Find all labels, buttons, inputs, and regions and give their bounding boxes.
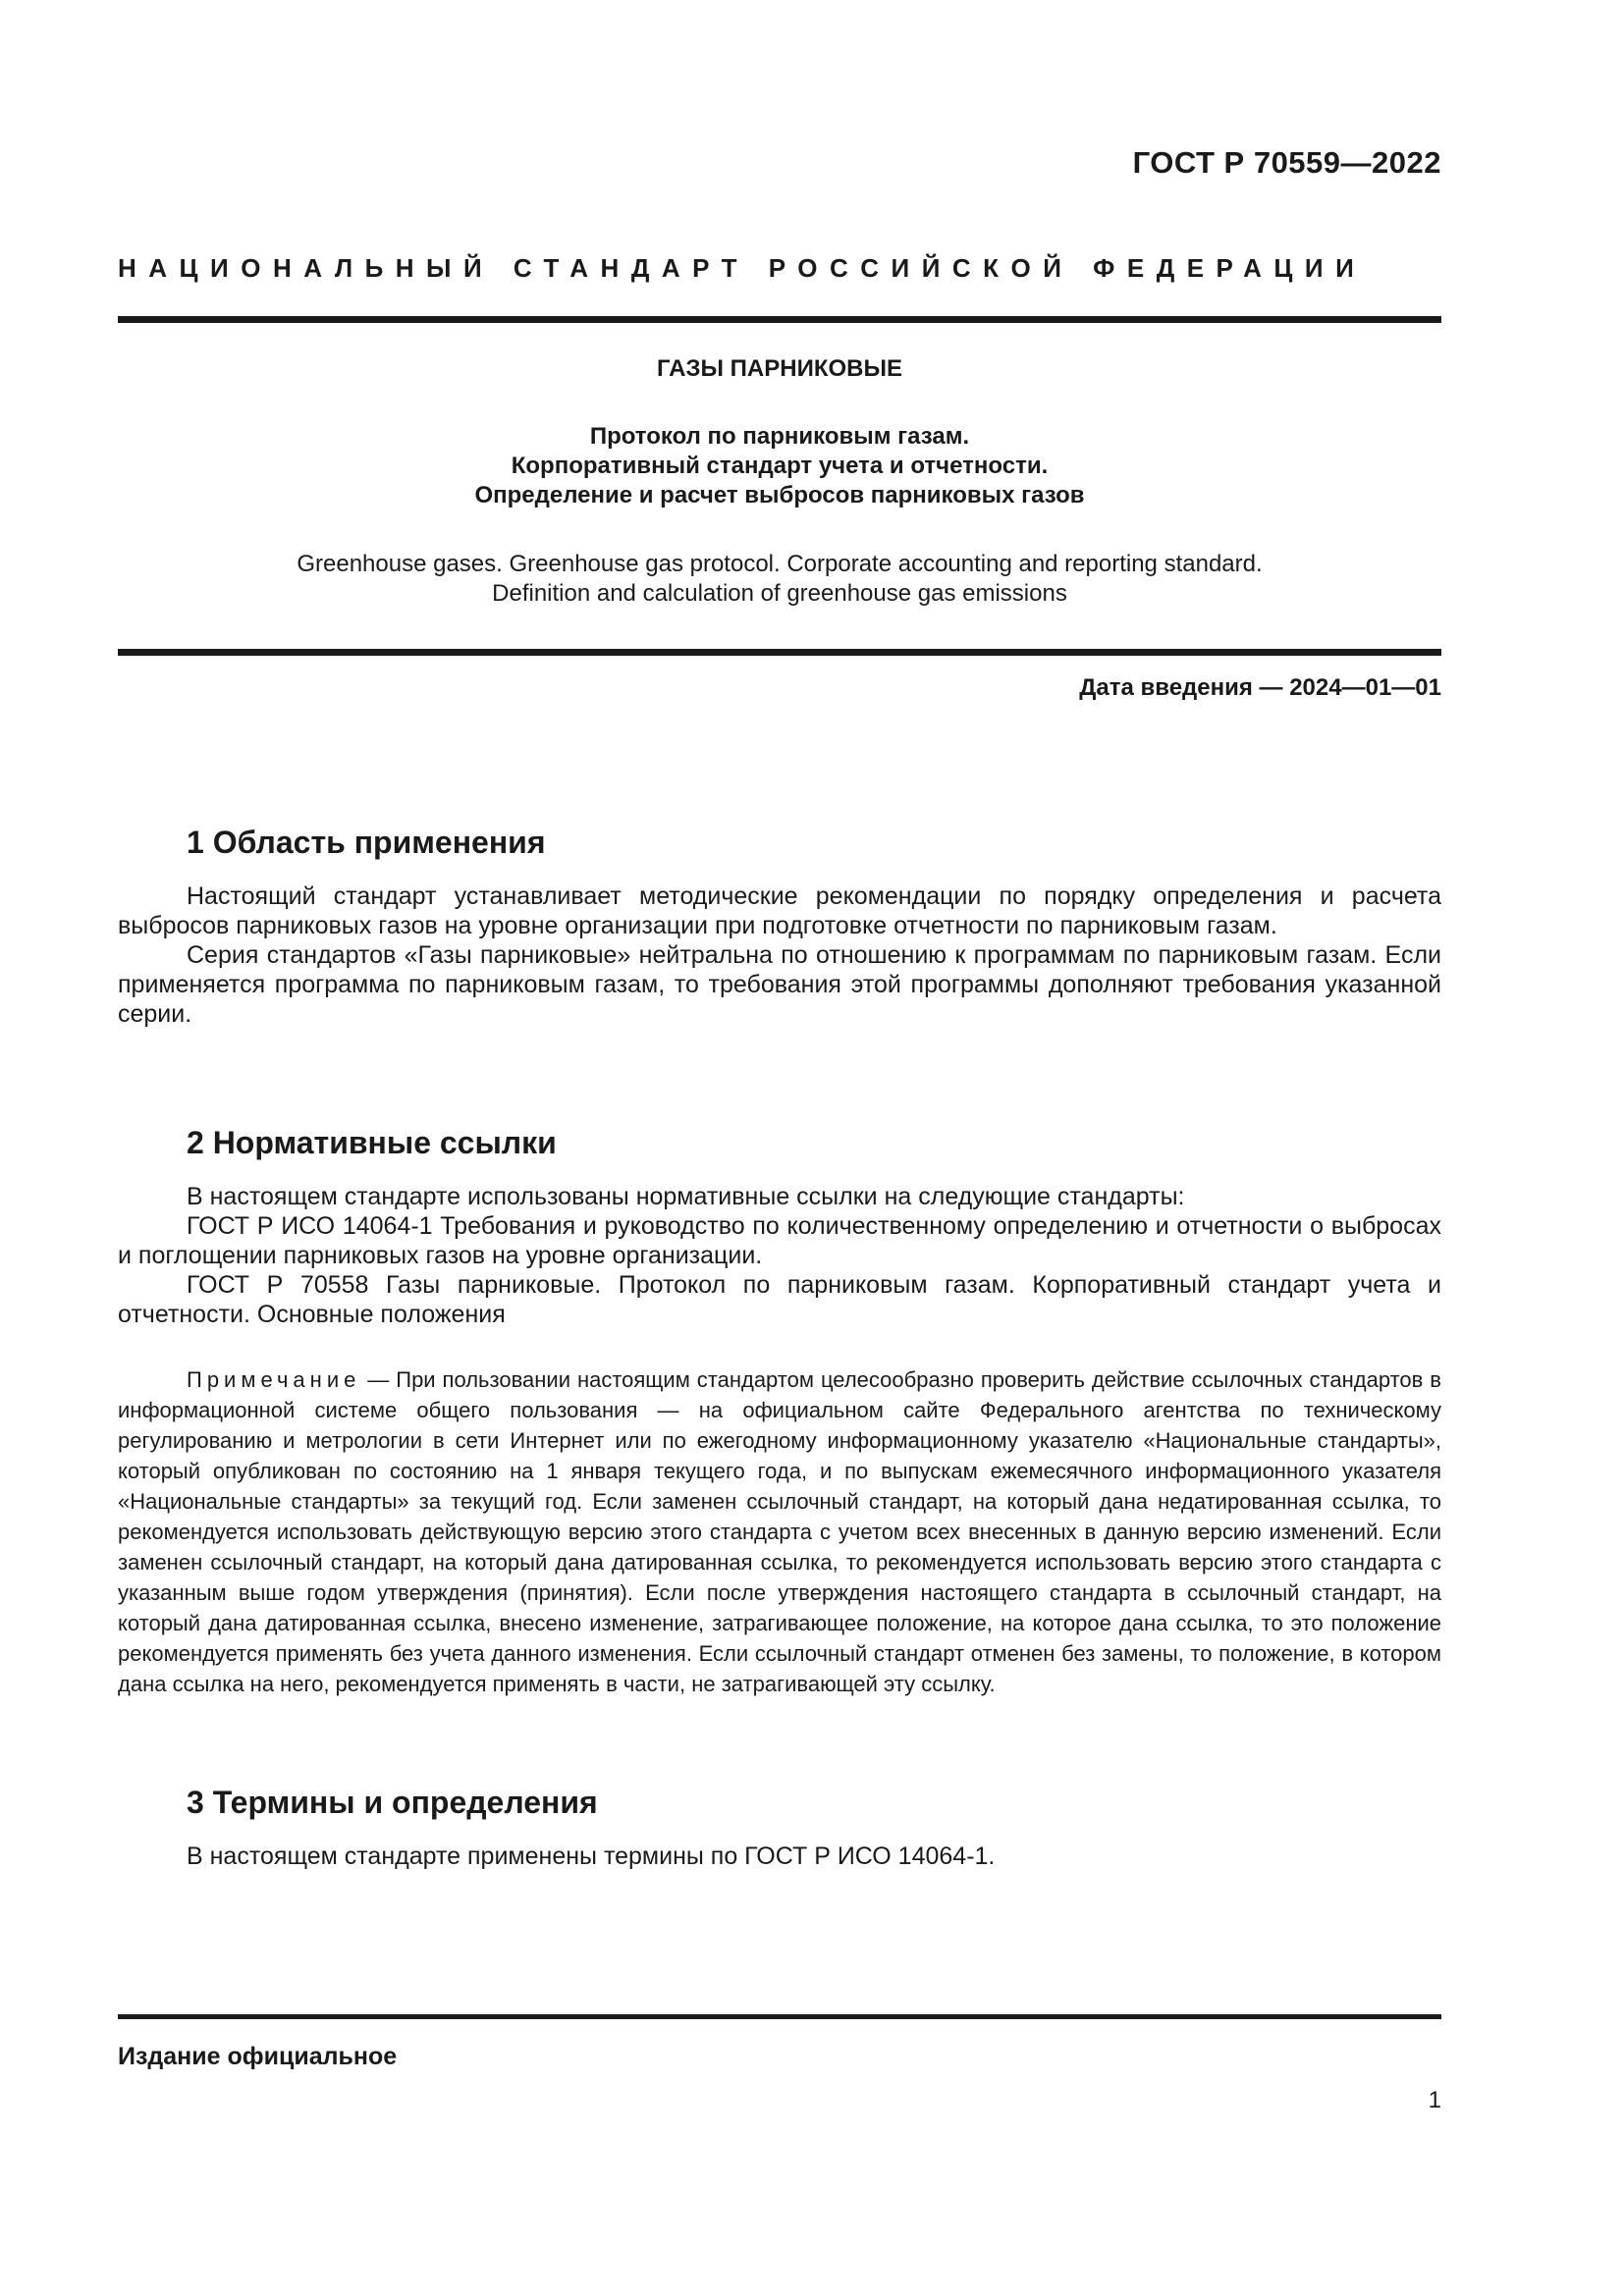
english-title-line: Greenhouse gases. Greenhouse gas protocol. Corporate accounting and reporting standard.: [297, 551, 1263, 577]
paragraph: В настоящем стандарте применены термины по ГОСТ Р ИСО 14064-1.: [187, 1842, 996, 1870]
paragraph: Серия стандартов «Газы парниковые» нейтральна по отношению к программам по парниковым газам. Если применяется программа по парниковым газам, то требования этой программы дополняют требования указанной серии.: [118, 941, 1441, 1028]
document-title: ГАЗЫ ПАРНИКОВЫЕ: [657, 355, 902, 382]
subtitle-line: Протокол по парниковым газам.: [589, 423, 970, 450]
section-body-normative-references: [118, 1182, 1441, 1329]
note-label: Примечание: [187, 1367, 361, 1392]
note-block: [118, 1364, 1441, 1699]
english-title: [118, 550, 1441, 609]
paragraph: В настоящем стандарте использованы нормативные ссылки на следующие стандарты:: [187, 1183, 1185, 1210]
reference-item: ГОСТ Р 70558 Газы парниковые. Протокол по парниковым газам. Корпоративный стандарт учета и отчетности. Основные положения: [118, 1271, 1441, 1328]
reference-item: ГОСТ Р ИСО 14064-1 Требования и руководство по количественному определению и отчетности о выбросах и поглощении парниковых газов на уровне организации.: [118, 1212, 1441, 1269]
introduction-date: Дата введения — 2024—01—01: [1079, 674, 1441, 701]
note-text: — При пользовании настоящим стандартом целесообразно проверить действие ссылочных стандартов в информационной системе общего пользования — на официальном сайте Федерального агентства по техническому регулированию и метрологии в сети Интернет или по ежегодному информационному указателю «Национальные стандарты», который опубликован по состоянию на 1 января текущего года, и по выпускам ежемесячного информационного указателя «Национальные стандарты» за текущий год. Если заменен ссылочный стандарт, на который дана недатированная ссылка, то рекомендуется использовать действующую версию этого стандарта с учетом всех внесенных в данную версию изменений. Если заменен ссылочный стандарт, на который дана датированная ссылка, то рекомендуется использовать версию этого стандарта с указанным выше годом утверждения (принятия). Если после утверждения настоящего стандарта в ссылочный стандарт, на который дана датированная ссылка, внесено изменение, затрагивающее положение, на которое дана ссылка, то это положение рекомендуется применять без учета данного изменения. Если ссылочный стандарт отменен без замены, то положение, в котором дана ссылка на него, рекомендуется применять в части, не затрагивающей эту ссылку.: [118, 1367, 1441, 1696]
subtitle-line: Определение и расчет выбросов парниковых газов: [474, 482, 1085, 508]
subtitle-line: Корпоративный стандарт учета и отчетности.: [511, 453, 1049, 479]
page-number: 1: [1428, 2087, 1441, 2113]
section-heading-terms: 3 Термины и определения: [187, 1785, 598, 1820]
footer-divider: [118, 2014, 1441, 2019]
national-standard-header: НАЦИОНАЛЬНЫЙ СТАНДАРТ РОССИЙСКОЙ ФЕДЕРАЦИИ: [118, 253, 1367, 283]
section-heading-scope: 1 Область применения: [187, 825, 546, 860]
section-body-scope: [118, 881, 1441, 1029]
section-body-terms: [118, 1842, 1441, 1871]
english-title-line: Definition and calculation of greenhouse gas emissions: [492, 580, 1067, 607]
document-number: ГОСТ Р 70559—2022: [1132, 145, 1441, 180]
title-divider: [118, 649, 1441, 656]
section-heading-normative-references: 2 Нормативные ссылки: [187, 1125, 557, 1160]
paragraph: Настоящий стандарт устанавливает методические рекомендации по порядку определения и расчета выбросов парниковых газов на уровне организации при подготовке отчетности по парниковым газам.: [118, 882, 1441, 939]
header-divider: [118, 316, 1441, 323]
official-edition-label: Издание официальное: [118, 2043, 398, 2070]
document-subtitle: [118, 422, 1441, 510]
note-paragraph: [118, 1364, 1441, 1699]
